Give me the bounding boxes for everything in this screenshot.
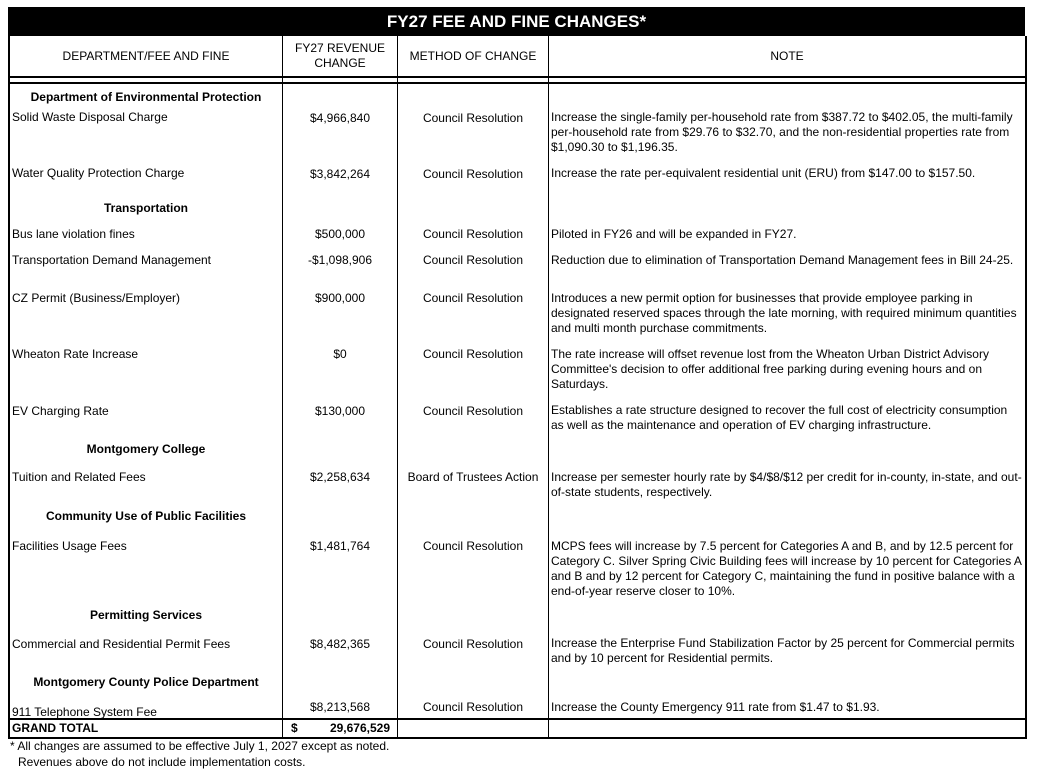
method-value: Council Resolution bbox=[422, 253, 524, 267]
note-text: Increase the rate per-equivalent residential unit (ERU) from $147.00 to $157.50. bbox=[551, 166, 976, 180]
revenue-value: -$1,098,906 bbox=[307, 253, 373, 267]
note-text: Increase the County Emergency 911 rate from $1.47 to $1.93. bbox=[551, 700, 880, 714]
section-title: Department of Environmental Protection bbox=[30, 90, 262, 104]
note-text: Reduction due to elimination of Transportation Demand Management fees in Bill 24-25. bbox=[551, 253, 1014, 267]
revenue-value: $900,000 bbox=[314, 291, 366, 305]
method-value: Board of Trustees Action bbox=[407, 470, 539, 484]
header-revenue: FY27 REVENUE CHANGE bbox=[294, 41, 386, 70]
revenue-value: $130,000 bbox=[314, 404, 366, 418]
note-text: The rate increase will offset revenue lost from the Wheaton Urban District Advisory Committee's decision to offer additional free parking during evening hours and on Saturdays. bbox=[551, 347, 989, 391]
method-value: Council Resolution bbox=[422, 227, 524, 241]
grand-total-value: 29,676,529 bbox=[329, 721, 390, 735]
revenue-value: $3,842,264 bbox=[309, 167, 371, 181]
note-text: Establishes a rate structure designed to recover the full cost of electricity consumption as well as the maintenance and operation of EV charging infrastructure. bbox=[551, 403, 1008, 432]
fee-name: CZ Permit (Business/Employer) bbox=[12, 291, 181, 305]
revenue-value: $8,213,568 bbox=[309, 700, 371, 714]
footnote-line: * All changes are assumed to be effective July 1, 2027 except as noted. bbox=[10, 739, 390, 753]
table-title: FY27 FEE AND FINE CHANGES* bbox=[8, 7, 1025, 36]
note-text: Piloted in FY26 and will be expanded in FY27. bbox=[551, 227, 797, 241]
revenue-value: $500,000 bbox=[314, 227, 366, 241]
section-title: Montgomery College bbox=[86, 442, 206, 456]
revenue-value: $4,966,840 bbox=[309, 111, 371, 125]
method-value: Council Resolution bbox=[422, 539, 524, 553]
note-text: Increase per semester hourly rate by $4/$8/$12 per credit for in-county, in-state, and out-of-state students, respectively. bbox=[551, 470, 1022, 499]
fee-name: Bus lane violation fines bbox=[12, 227, 135, 241]
column-divider bbox=[397, 36, 398, 737]
fee-table bbox=[8, 36, 1027, 739]
revenue-value: $1,481,764 bbox=[309, 539, 371, 553]
header-separator bbox=[10, 76, 1025, 78]
fee-name: EV Charging Rate bbox=[12, 404, 109, 418]
note-text: MCPS fees will increase by 7.5 percent for Categories A and B, and by 12.5 percent for Category C. Silver Spring Civic Building fees will increase by 10 percent for Categories A and B and by 12 percent for Category C, maintaining the fund in positive balance with a end-of-year reserve closer to 10%. bbox=[551, 539, 1022, 598]
note-text: Increase the single-family per-household rate from $387.72 to $402.05, the multi-family per-household rate from $29.76 to $32.70, and the non-residential properties rate from $1,090.30 to $1,196.35. bbox=[551, 110, 1013, 154]
fee-name: 911 Telephone System Fee bbox=[12, 705, 157, 719]
fee-name: Commercial and Residential Permit Fees bbox=[12, 637, 231, 651]
revenue-value: $2,258,634 bbox=[309, 470, 371, 484]
fee-name: Facilities Usage Fees bbox=[12, 539, 127, 553]
section-title: Montgomery County Police Department bbox=[33, 675, 259, 689]
note-text: Increase the Enterprise Fund Stabilization Factor by 25 percent for Commercial permits and by 10 percent for Residential permits. bbox=[551, 636, 1015, 665]
fee-name: Water Quality Protection Charge bbox=[12, 166, 185, 180]
method-value: Council Resolution bbox=[422, 700, 524, 714]
method-value: Council Resolution bbox=[422, 291, 524, 305]
fee-name: Wheaton Rate Increase bbox=[12, 347, 139, 361]
note-text: Introduces a new permit option for businesses that provide employee parking in designated reserved spaces through the late morning, with required minimum quantities and multi month purchase commitments. bbox=[551, 291, 1017, 335]
section-title: Permitting Services bbox=[89, 608, 203, 622]
fee-name: Solid Waste Disposal Charge bbox=[12, 110, 168, 124]
footnote bbox=[10, 738, 389, 770]
header-note: NOTE bbox=[770, 48, 804, 63]
column-divider bbox=[548, 36, 549, 737]
column-divider bbox=[282, 36, 283, 737]
grand-total-currency: $ bbox=[291, 721, 298, 735]
fee-name: Tuition and Related Fees bbox=[12, 470, 146, 484]
section-title: Transportation bbox=[103, 201, 188, 215]
fee-name: Transportation Demand Management bbox=[12, 253, 211, 267]
method-value: Council Resolution bbox=[422, 347, 524, 361]
revenue-value: $8,482,365 bbox=[309, 637, 371, 651]
header-department: DEPARTMENT/FEE AND FINE bbox=[62, 48, 230, 63]
fee-table-sheet bbox=[8, 7, 1025, 739]
footnote-line: Revenues above do not include implementation costs. bbox=[18, 755, 306, 769]
total-separator bbox=[10, 718, 1025, 720]
section-title: Community Use of Public Facilities bbox=[45, 509, 247, 523]
revenue-value: $0 bbox=[333, 347, 347, 361]
method-value: Council Resolution bbox=[422, 637, 524, 651]
method-value: Council Resolution bbox=[422, 404, 524, 418]
header-method: METHOD OF CHANGE bbox=[409, 48, 537, 63]
header-separator bbox=[10, 82, 1025, 84]
method-value: Council Resolution bbox=[422, 111, 524, 125]
method-value: Council Resolution bbox=[422, 167, 524, 181]
grand-total-label: GRAND TOTAL bbox=[12, 721, 99, 735]
